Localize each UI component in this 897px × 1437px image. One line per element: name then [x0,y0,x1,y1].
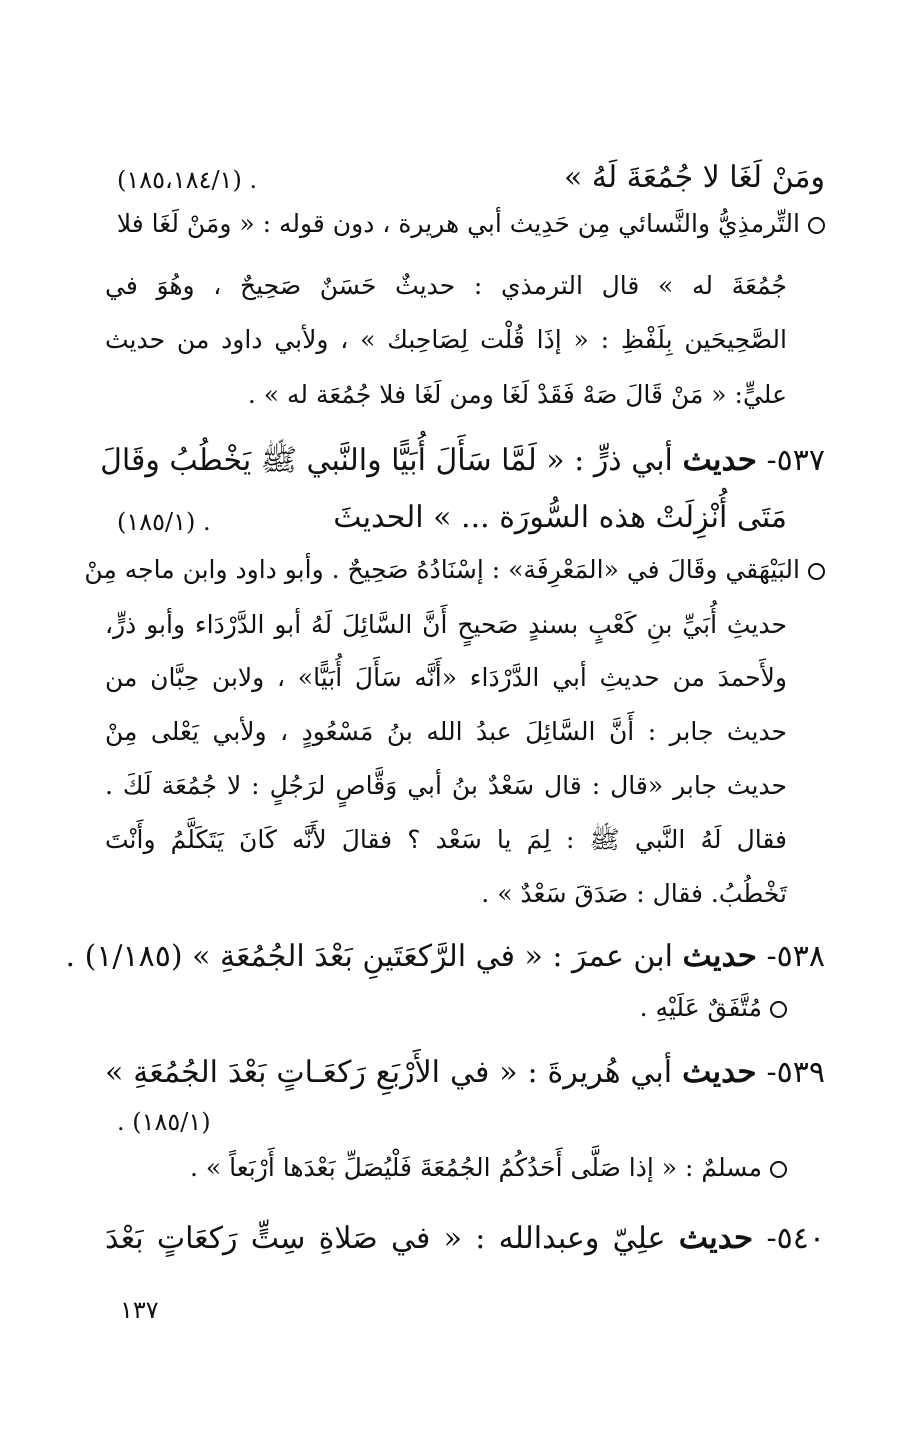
commentary-line: تَخْطُبُ. فقال : صَدَقَ سَعْدٌ » . [481,879,787,908]
reference: (١٨٥/١) . [117,508,211,536]
commentary-line: التِّرمذِيُّ والنَّسائي مِن حَدِيث أبي هريرة ، دون قوله : « ومَنْ لَغَا فلا [105,204,825,244]
commentary-line: حديث جابر «قال : قال سَعْدٌ بنُ أبي وَقَّاصٍ لرَجُلٍ : لا جُمُعَة لَكَ . [105,771,787,800]
commentary-line: البَيْهَقي وقَالَ في «المَعْرِفَة» : إسْنَادُهُ صَحِيحٌ . وأبو داود وابن ماجه مِنْ [105,550,825,590]
bullet-circle-icon [770,1161,787,1178]
hadith-heading: ٥٣٩- حديث أبي هُريرةَ : « في الأَرْبَعِ رَكعَـاتٍ بَعْدَ الجُمُعَةِ » [105,1054,825,1090]
bullet-circle-icon [808,217,825,234]
bullet-circle-icon [770,1001,787,1018]
hadith-heading: ٥٤٠- حديث علِيّ وعبدالله : « في صَلاةِ سِتٍّ رَكعَاتٍ بَعْدَ [105,1220,825,1256]
hadith-text-line: ومَنْ لَغَا لا جُمُعَةَ لَهُ » [564,160,825,195]
commentary-line: فقال لَهُ النَّبي ﷺ : لِمَ يا سَعْد ؟ فقالَ لأَنَّه كَانَ يَتَكَلَّمُ وأَنْتَ [105,825,787,854]
commentary-line: جُمُعَةَ له » قال الترمذي : حديثٌ حَسَنٌ صَحِيحٌ ، وهُوَ في [105,271,787,300]
commentary-line: مسلمٌ : « إذا صَلَّى أَحَدُكُمُ الجُمُعَةَ فَلْيُصَلِّ بَعْدَها أَرْبَعاً » . [190,1148,787,1188]
reference: (١٨٥،١٨٤/١) . [117,166,258,194]
commentary-line: الصَّحِيحَين بِلَفْظِ : « إذَا قُلْت لِصَاحِبك » ، ولأبي داود من حديث [105,325,787,354]
page-number: ١٣٧ [120,1296,159,1324]
commentary-line: مُتَّفَقٌ عَلَيْهِ . [640,988,787,1028]
commentary-line: حديث جابر : أَنَّ السَّائِلَ عبدُ الله بنُ مَسْعُودٍ ، ولأبي يَعْلى مِنْ [105,717,787,746]
commentary-line: حديثِ أُبَيِّ بنِ كَعْبٍ بسندٍ صَحيحٍ أَنَّ السَّائِلَ لَهُ أبو الدَّرْدَاء وأبو ذرٍّ، [105,610,787,639]
hadith-heading: ٥٣٨- حديث ابن عمرَ : « في الرَّكعَتَينِ بَعْدَ الجُمُعَةِ » (١/١٨٥) . [65,938,825,974]
commentary-line: ولأَحمدَ من حديثِ أبي الدَّرْدَاء «أَنَّه سَأَلَ أُبَيًّا» ، ولابن حِبَّان من [105,663,787,692]
hadith-text-line: مَتَى أُنْزِلَتْ هذه السُّورَة ... » الحديثَ [333,500,787,535]
bullet-circle-icon [808,563,825,580]
hadith-heading: ٥٣٧- حديث أبي ذرٍّ : « لَمَّا سَأَلَ أُبَيًّا والنَّبي ﷺ يَخْطُبُ وقَالَ [100,442,825,478]
reference: . (١٨٥/١) [117,1108,211,1136]
commentary-line: عليٍّ: « مَنْ قَالَ صَهْ فَقَدْ لَغَا ومن لَغَا فلا جُمُعَة له » . [247,380,787,409]
